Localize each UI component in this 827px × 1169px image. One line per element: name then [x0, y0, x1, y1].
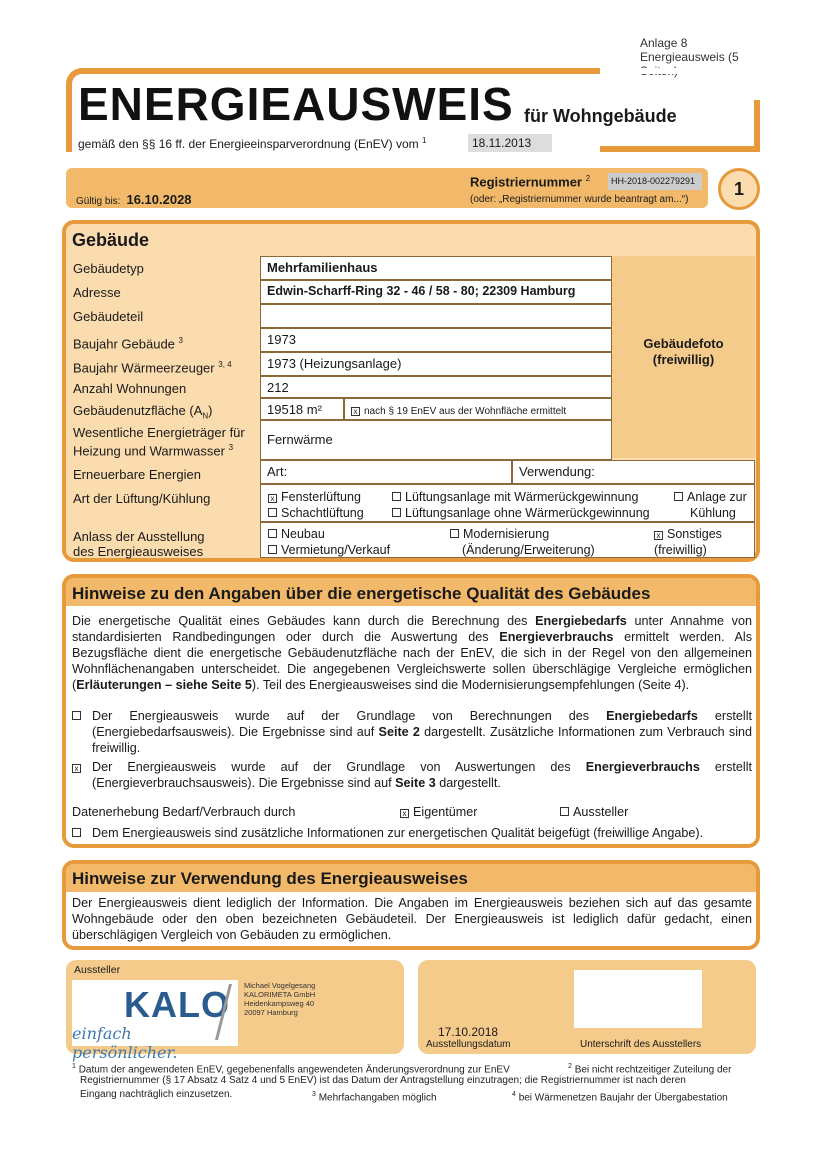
opt-aussteller: Aussteller [560, 804, 628, 820]
label-adresse: Adresse [73, 285, 121, 300]
kalo-logo-text: KALO [124, 984, 230, 1025]
building-photo-placeholder: Gebäudefoto (freiwillig) [612, 256, 755, 458]
header-gap [600, 68, 760, 74]
opt-zusatz-text: Dem Energieausweis sind zusätzliche Informationen zur energetischen Qualität beigefügt (freiwillige Angabe). [92, 826, 704, 840]
datenerhebung-label: Datenerhebung Bedarf/Verbrauch durch [72, 805, 296, 819]
nutzflaeche-note: x nach § 19 EnEV aus der Wohnfläche ermittelt [344, 398, 612, 420]
value-gebaeudeteil [260, 304, 612, 328]
opt-lueftung-mit-wrg: Lüftungsanlage mit Wärmerückgewinnung [386, 487, 644, 508]
label-lueftung: Art der Lüftung/Kühlung [73, 491, 211, 506]
hinweise-title: Hinweise zu den Angaben über die energetische Qualität des Gebäudes [72, 584, 651, 603]
verwendung-text: Der Energieausweis dient lediglich der Information. Die Angaben im Energieausweis beziehen sich auf das gesamte Wohngebäude oder den oben bezeichneten Gebäudeteil. Der Energieausweis ist lediglich dafür gedacht, einen überschlägigen Vergleich von Gebäuden zu ermöglichen. [72, 896, 752, 942]
aussteller-address: Michael Vogelgesang KALORIMETA GmbH Heidenkampsweg 40 20097 Hamburg [244, 981, 316, 1017]
ausstellungsdatum-label: Ausstellungsdatum [426, 1039, 511, 1050]
verwendung-title: Hinweise zur Verwendung des Energieausweises [72, 869, 468, 888]
opt-bedarf-checkbox [72, 708, 90, 724]
label-energietraeger: Wesentliche Energieträger für Heizung und Warmwasser $^3$ [73, 425, 245, 459]
opt-sonstiges: x Sonstiges [648, 524, 728, 545]
value-verwendung: Verwendung: [512, 460, 755, 484]
gebaeude-title: Gebäude [72, 230, 150, 250]
value-waermeerzeuger: 1973 (Heizungsanlage) [260, 352, 612, 376]
value-art: Art: [260, 460, 512, 484]
checkbox-checked-icon: x [351, 407, 360, 416]
opt-lueftung-ohne-wrg: Lüftungsanlage ohne Wärmerückgewinnung [386, 503, 656, 524]
aussteller-label: Aussteller [74, 964, 121, 976]
value-gebaeudetyp: Mehrfamilienhaus [260, 256, 612, 280]
registration-number: HH-2018-002279291 [608, 173, 702, 190]
ausstellungsdatum: 17.10.2018 [438, 1025, 499, 1039]
kalo-slogan: einfach persönlicher. [72, 1024, 178, 1062]
label-nutzflaeche: Gebäudenutzfläche $(A_N)$ [73, 403, 213, 421]
page-number-badge: 1 [718, 168, 760, 210]
page-subtitle: für Wohngebäude [524, 106, 677, 126]
footnote-line1: $^1$ Datum der angewendeten EnEV, gegebenenfalls angewendeten Änderungsverordnung zur EnEV $^2$ Bei nicht rechtzeitiger Zuteilung der [72, 1063, 732, 1076]
label-anlass: Anlass der Ausstellung des Energieausweises [73, 529, 205, 559]
label-gebaeudetyp: Gebäudetyp [73, 261, 144, 276]
label-gebaeudeteil: Gebäudeteil [73, 309, 144, 324]
opt-sonstiges-2: (freiwillig) [654, 543, 707, 557]
opt-modernisierung-2: (Änderung/Erweiterung) [462, 543, 595, 557]
value-energietraeger: Fernwärme [260, 420, 612, 460]
label-waermeerzeuger: Baujahr Wärmeerzeuger $^{3, 4}$ [73, 360, 232, 376]
opt-bedarf-text: Der Energieausweis wurde auf der Grundlage von Berechnungen des Energiebedarfs erstellt (Energiebedarfsausweis). Die Ergebnisse sind auf Seite 2 dargestellt. Zusätzliche Informationen zum Verbrauch sind freiwillig. [92, 709, 752, 755]
label-baujahr: Baujahr Gebäude $^3$ [73, 336, 183, 352]
value-baujahr: 1973 [260, 328, 612, 352]
opt-kuehlung-2: Kühlung [690, 506, 736, 520]
opt-zusatz-checkbox [72, 825, 90, 841]
opt-modernisierung: Modernisierung [444, 524, 555, 545]
hinweise-intro: Die energetische Qualität eines Gebäudes kann durch die Berechnung des Energiebedarfs unter Annahme von standardisierten Randbedingungen oder durch die Auswertung des Energieverbrauchs ermittelt werden. Als Bezugsfläche dient die energetische Gebäudenutzfläche nach der EnEV, die sich in der Regel von den allgemeinen Wohnflächenangaben unterscheidet. Die angegebenen Vergleichswerte sollen überschlägige Vergleiche ermöglichen (Erläuterungen – siehe Seite 5). Teil des Energieausweises sind die Modernisierungsempfehlungen (Seite 4). [72, 614, 752, 692]
label-wohnungen: Anzahl Wohnungen [73, 381, 187, 396]
opt-fensterlueftung: x Fensterlüftung [262, 487, 367, 508]
header-frame-right [754, 100, 760, 152]
opt-vermietung: Vermietung/Verkauf [262, 540, 396, 561]
registration-note: (oder: „Registriernummer wurde beantragt am...“) [470, 194, 689, 205]
signature-field [574, 970, 702, 1028]
anlage-note: Anlage 8 Energieausweis (5 [640, 36, 739, 64]
opt-neubau: Neubau [262, 524, 331, 545]
enev-reference: gemäß den §§ 16 ff. der Energieeinsparverordnung (EnEV) vom $^1$ [78, 136, 427, 151]
label-erneuerbar: Erneuerbare Energien [73, 467, 201, 482]
unterschrift-label: Unterschrift des Ausstellers [580, 1039, 702, 1050]
value-adresse: Edwin-Scharff-Ring 32 - 46 / 58 - 80; 22309 Hamburg [260, 280, 612, 304]
footnote-line2: Registriernummer (§ 17 Absatz 4 Satz 4 und 5 EnEV) ist das Datum der Antragstellung einzutragen; die Registriernummer ist nach deren [80, 1075, 686, 1086]
footnote-line3: Eingang nachträglich einzusetzen. $^3$ Mehrfachangaben möglich $^4$ bei Wärmenetzen Baujahr der Übergabestation [80, 1089, 728, 1104]
opt-schachtlueftung: Schachtlüftung [262, 503, 370, 524]
page-title: ENERGIEAUSWEIS [78, 78, 514, 130]
valid-until: Gültig bis: 16.10.2028 [76, 192, 192, 207]
registration-label: Registriernummer $^2$ [470, 174, 591, 190]
opt-verbrauch-text: Der Energieausweis wurde auf der Grundlage von Auswertungen des Energieverbrauchs erstellt (Energieverbrauchsausweis). Die Ergebnisse sind auf Seite 3 dargestellt. [92, 760, 752, 790]
opt-verbrauch-checkbox: x [72, 759, 90, 775]
value-wohnungen: 212 [260, 376, 612, 398]
kalo-logo [72, 980, 238, 1062]
enev-date: 18.11.2013 [468, 134, 552, 152]
value-nutzflaeche: 19518 m² [260, 398, 344, 420]
header-frame-bottom [600, 146, 760, 152]
opt-eigentuemer: x Eigentümer [400, 804, 477, 820]
opt-kuehlung: Anlage zur [668, 487, 753, 508]
